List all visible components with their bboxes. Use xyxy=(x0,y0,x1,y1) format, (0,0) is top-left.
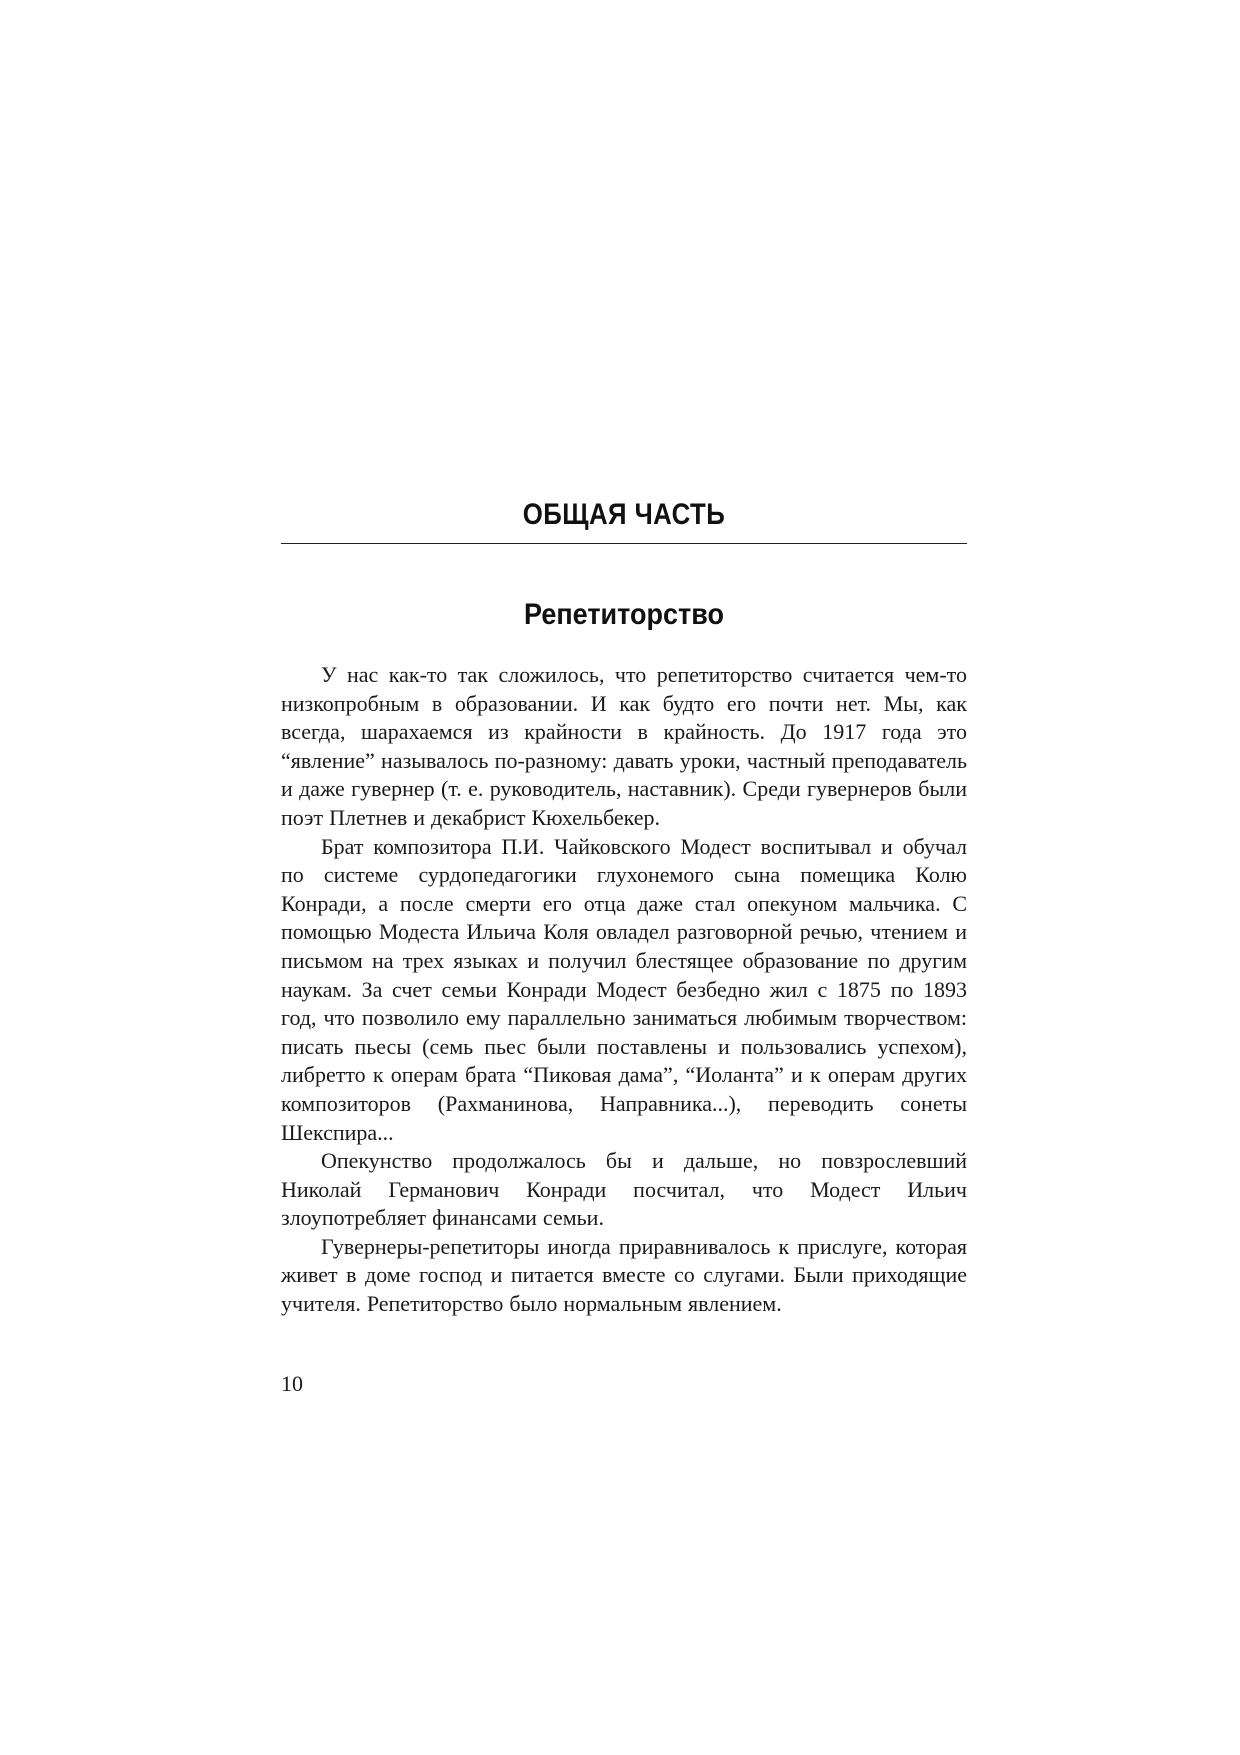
body-text xyxy=(281,661,967,1319)
paragraph: У нас как-то так сложилось, что репетиторство считается чем-то низкопробным в образовании. И как будто его почти нет. Мы, как всегда, шарахаемся из крайности в крайность. До 1917 года это “явление” называлось по-разному: давать уроки, частный преподаватель и даже гувернер (т. е. руководитель, наставник). Среди гувернеров были поэт Плетнев и декабрист Кюхельбекер. xyxy=(281,662,967,830)
part-title: ОБЩАЯ ЧАСТЬ xyxy=(522,498,726,531)
part-title-rule xyxy=(281,543,967,544)
page-number: 10 xyxy=(281,1371,303,1396)
paragraph: Брат композитора П.И. Чайковского Модест воспитывал и обучал по системе сурдопедагогики глухонемого сына помещика Колю Конради, а после смерти его отца даже стал опекуном мальчика. С помощью Модеста Ильича Коля овладел разговорной речью, чтением и письмом на трех языках и получил блестящее образование по другим наукам. За счет семьи Конради Модест безбедно жил с 1875 по 1893 год, что позволило ему параллельно заниматься любимым творчеством: писать пьесы (семь пьес были поставлены и пользовались успехом), либретто к операм брата “Пиковая дама”, “Иоланта” и к операм других композиторов (Рахманинова, Направника...), переводить сонеты Шекспира... xyxy=(281,833,967,1145)
section-title: Репетиторство xyxy=(524,598,724,631)
paragraph: Гувернеры-репетиторы иногда приравнивалось к прислуге, которая живет в доме господ и питается вместе со слугами. Были приходящие учителя. Репетиторство было нормальным явлением. xyxy=(281,1233,967,1317)
paragraph: Опекунство продолжалось бы и дальше, но повзрослевший Николай Германович Конради посчитал, что Модест Ильич злоупотребляет финансами семьи. xyxy=(281,1148,967,1231)
